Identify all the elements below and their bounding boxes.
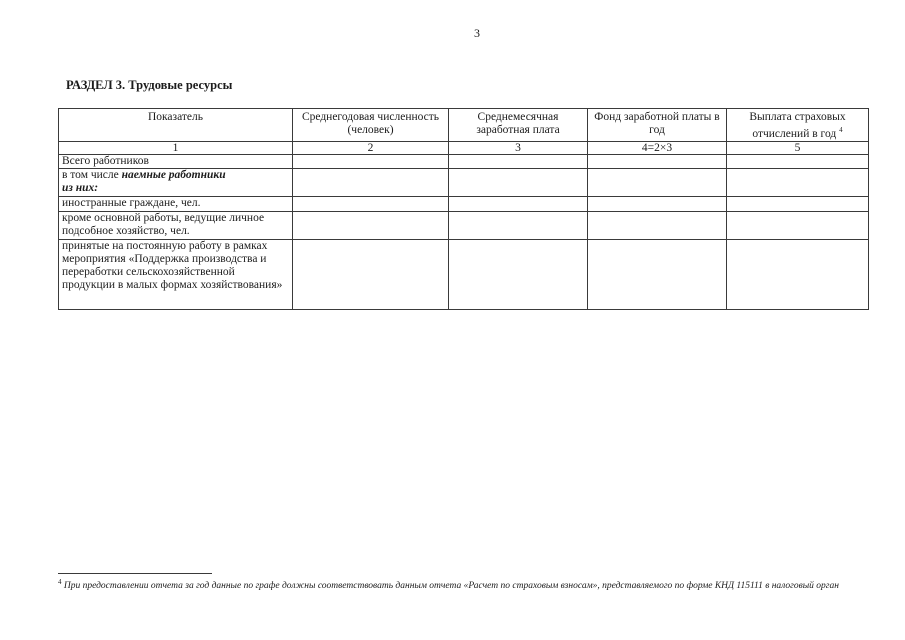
labor-resources-table (58, 108, 869, 310)
table-row (59, 197, 869, 212)
column-number: 3 (449, 142, 588, 155)
table-cell (588, 197, 727, 212)
page-number: 3 (474, 26, 480, 40)
table-cell (727, 212, 869, 240)
table-cell (588, 155, 727, 169)
table-cell (449, 240, 588, 310)
column-number: 1 (59, 142, 293, 155)
header-avg-monthly-salary: Среднемесячная заработная плата (449, 109, 588, 142)
hired-of-them: из них: (62, 182, 99, 194)
table-cell (293, 240, 449, 310)
footnote-ref: 4 (839, 126, 843, 134)
section-title: РАЗДЕЛ 3. Трудовые ресурсы (66, 78, 233, 92)
row-label-permanent-hires: принятые на постоянную работу в рамках мероприятия «Поддержка производства и переработки сельскохозяйственной продукции в малых формах хозяйствования» (59, 240, 293, 310)
table-row (59, 212, 869, 240)
table-cell (727, 169, 869, 197)
table-cell (293, 155, 449, 169)
header-indicator: Показатель (59, 109, 293, 142)
table-cell (449, 197, 588, 212)
footnote-mark: 4 (58, 578, 62, 586)
column-number: 4=2×3 (588, 142, 727, 155)
column-number: 2 (293, 142, 449, 155)
table-cell (727, 240, 869, 310)
table-cell (588, 212, 727, 240)
table-cell (449, 169, 588, 197)
footnote-divider (58, 573, 212, 574)
hired-bold: наемные работники (121, 169, 226, 181)
column-number-row (59, 142, 869, 155)
table-row (59, 155, 869, 169)
table-cell (449, 155, 588, 169)
table-cell (727, 197, 869, 212)
table-cell (588, 169, 727, 197)
header-annual-payroll: Фонд заработной платы в год (588, 109, 727, 142)
header-insurance-contributions (727, 109, 869, 142)
table-cell (588, 240, 727, 310)
table-row (59, 169, 869, 197)
header-insurance-label: Выплата страховых отчислений в год (749, 111, 846, 140)
row-label-hired (59, 169, 293, 197)
table-header-row (59, 109, 869, 142)
row-label-foreign: иностранные граждане, чел. (59, 197, 293, 212)
table-cell (293, 212, 449, 240)
column-number: 5 (727, 142, 869, 155)
hired-prefix: в том числе (62, 169, 119, 181)
table-cell (293, 197, 449, 212)
header-avg-annual-headcount: Среднегодовая численность (человек) (293, 109, 449, 142)
row-label-subsidiary-farming: кроме основной работы, ведущие личное подсобное хозяйство, чел. (59, 212, 293, 240)
table-cell (727, 155, 869, 169)
footnote (58, 577, 858, 592)
table-cell (449, 212, 588, 240)
row-label-total: Всего работников (59, 155, 293, 169)
table-row (59, 240, 869, 310)
table-cell (293, 169, 449, 197)
footnote-text: При предоставлении отчета за год данные по графе должны соответствовать данным отчета «Расчет по страховым взносам», представляемого по форме КНД 115111 в налоговый орган (63, 581, 839, 592)
